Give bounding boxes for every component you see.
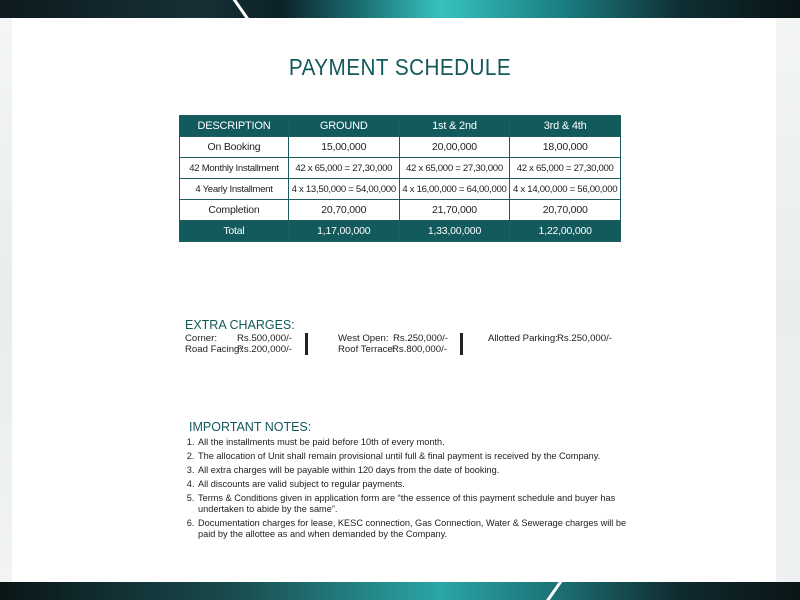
cell: 21,70,000 [399, 200, 510, 221]
table-row [180, 137, 621, 158]
left-decorative-edge [0, 18, 12, 582]
west-open-label: West Open: [338, 333, 389, 344]
cell: 4 x 14,00,000 = 56,00,000 [510, 179, 621, 200]
list-item: 6. Documentation charges for lease, KESC connection, Gas Connection, Water & Sewerage charges will be paid by the allottee as and when demanded by the Company. [197, 518, 637, 540]
table-header-row [180, 116, 621, 137]
header-description: DESCRIPTION [180, 116, 289, 137]
road-facing-value: Rs.200,000/- [237, 344, 292, 355]
cell: 20,70,000 [288, 200, 399, 221]
west-open-value: Rs.250,000/- [393, 333, 448, 344]
row-completion-label: Completion [180, 200, 289, 221]
payment-schedule-table [179, 115, 621, 242]
separator-bar [460, 333, 463, 355]
cell: 42 x 65,000 = 27,30,000 [288, 158, 399, 179]
table-row [180, 179, 621, 200]
top-decorative-band [0, 0, 800, 18]
cell: 18,00,000 [510, 137, 621, 158]
cell: 42 x 65,000 = 27,30,000 [399, 158, 510, 179]
extra-charges-heading: EXTRA CHARGES: [185, 318, 295, 332]
row-yearly-label: 4 Yearly Installment [180, 179, 289, 200]
total-3rd-4th: 1,22,00,000 [510, 221, 621, 242]
right-decorative-edge [776, 18, 800, 582]
top-band-slash [232, 0, 251, 18]
page-title: PAYMENT SCHEDULE [288, 54, 512, 80]
row-monthly-label: 42 Monthly Installment [180, 158, 289, 179]
header-1st-2nd: 1st & 2nd [399, 116, 510, 137]
important-notes-list [184, 437, 637, 543]
allotted-parking-value: Rs.250,000/- [557, 333, 612, 344]
cell: 20,70,000 [510, 200, 621, 221]
list-item: 4. All discounts are valid subject to regular payments. [197, 479, 637, 490]
cell: 4 x 16,00,000 = 64,00,000 [399, 179, 510, 200]
total-ground: 1,17,00,000 [288, 221, 399, 242]
list-item: 5. Terms & Conditions given in application form are “the essence of this payment schedule and buyer has undertaken to abide by the same”. [197, 493, 637, 515]
bottom-band-slash [544, 582, 563, 600]
row-on-booking-label: On Booking [180, 137, 289, 158]
roof-terrace-label: Roof Terrace: [338, 344, 396, 355]
total-label: Total [180, 221, 289, 242]
cell: 15,00,000 [288, 137, 399, 158]
cell: 4 x 13,50,000 = 54,00,000 [288, 179, 399, 200]
table-row [180, 158, 621, 179]
list-item: 1. All the installments must be paid before 10th of every month. [197, 437, 637, 448]
bottom-decorative-band [0, 582, 800, 600]
list-item: 2. The allocation of Unit shall remain provisional until full & final payment is received by the Company. [197, 451, 637, 462]
cell: 42 x 65,000 = 27,30,000 [510, 158, 621, 179]
corner-value: Rs.500,000/- [237, 333, 292, 344]
cell: 20,00,000 [399, 137, 510, 158]
separator-bar [305, 333, 308, 355]
road-facing-label: Road Facing: [185, 344, 243, 355]
allotted-parking-label: Allotted Parking: [488, 333, 558, 344]
header-3rd-4th: 3rd & 4th [510, 116, 621, 137]
header-ground: GROUND [288, 116, 399, 137]
table-total-row [180, 221, 621, 242]
roof-terrace-value: Rs.800,000/- [392, 344, 447, 355]
important-notes-heading: IMPORTANT NOTES: [189, 420, 312, 434]
total-1st-2nd: 1,33,00,000 [399, 221, 510, 242]
corner-label: Corner: [185, 333, 217, 344]
list-item: 3. All extra charges will be payable within 120 days from the date of booking. [197, 465, 637, 476]
table-row [180, 200, 621, 221]
